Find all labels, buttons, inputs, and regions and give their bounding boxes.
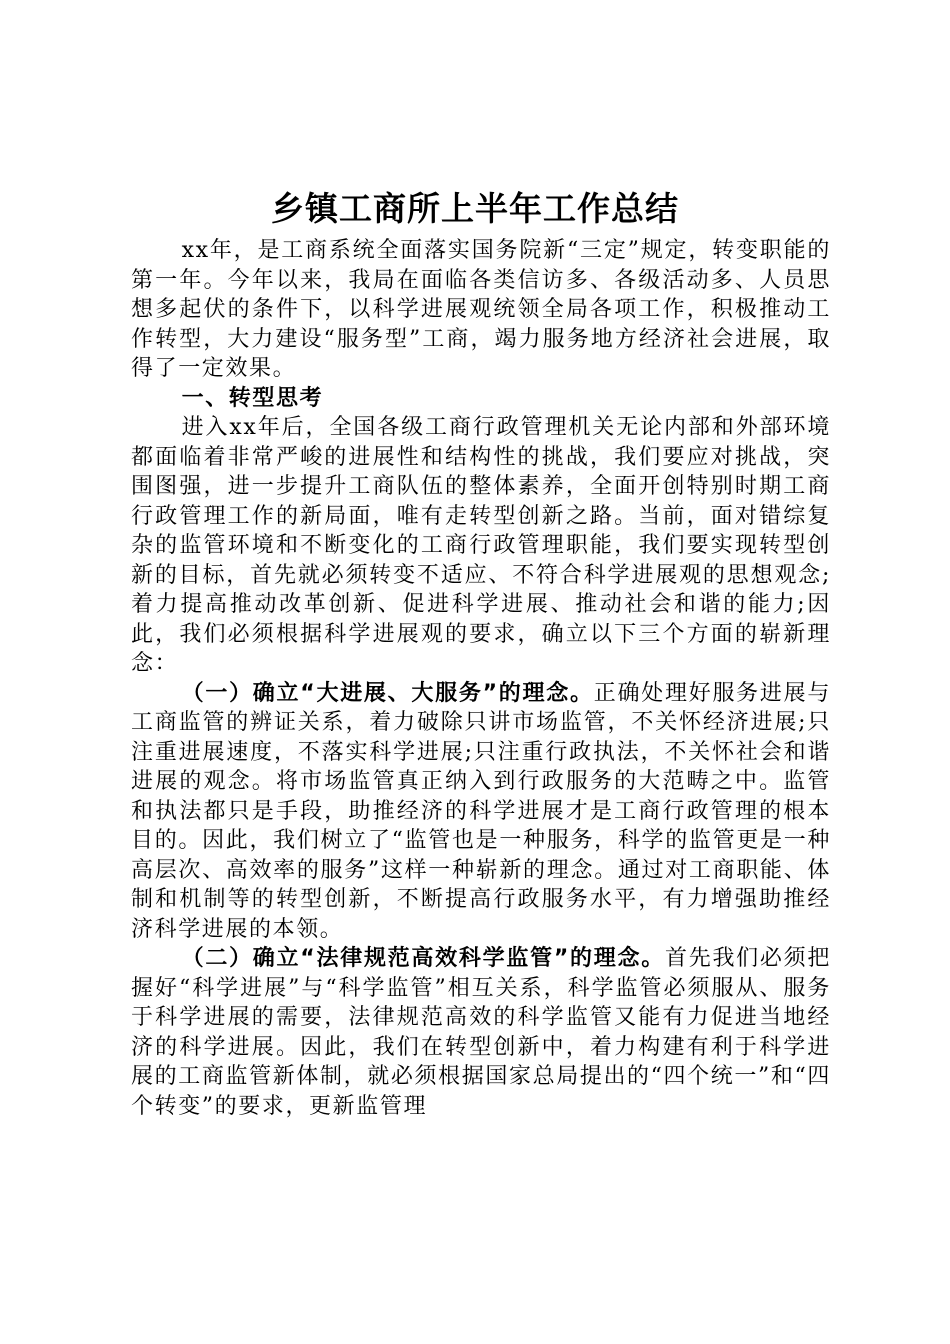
paragraph-intro (131, 236, 831, 384)
paragraph-transformation (131, 413, 831, 679)
document-body (131, 236, 831, 1121)
paragraph-concept-1 (131, 679, 831, 945)
concept-2-lead: （二）确立“法律规范高效科学监管”的理念。 (181, 946, 665, 971)
concept-1-text: 正确处理好服务进展与工商监管的辨证关系，着力破除只讲市场监管，不关怀经济进展;只注重进展速度，不落实科学进展;只注重行政执法，不关怀社会和谐进展的观念。将市场监管真正纳入到行政服务的大范畴之中。监管和执法都只是手段，助推经济的科学进展才是工商行政管理的根本目的。因此，我们树立了“监管也是一种服务，科学的监管更是一种高层次、高效率的服务”这样一种崭新的理念。通过对工商职能、体制和机制等的转型创新，不断提高行政服务水平，有力增强助推经济科学进展的本领。 (131, 680, 831, 942)
paragraph-transformation-text: 进入xx年后，全国各级工商行政管理机关无论内部和外部环境都面临着非常严峻的进展性和结构性的挑战，我们要应对挑战，突围图强，进一步提升工商队伍的整体素养，全面开创特别时期工商行政管理工作的新局面，唯有走转型创新之路。当前，面对错综复杂的监管环境和不断变化的工商行政管理职能，我们要实现转型创新的目标，首先就必须转变不适应、不符合科学进展观的思想观念;着力提高推动改革创新、促进科学进展、推动社会和谐的能力;因此，我们必须根据科学进展观的要求，确立以下三个方面的崭新理念： (131, 415, 831, 676)
concept-1-lead: （一）确立“大进展、大服务”的理念。 (181, 680, 594, 706)
concept-2-text: 首先我们必须把握好“科学进展”与“科学监管”相互关系，科学监管必须服从、服务于科学进展的需要，法律规范高效的科学监管又能有力促进当地经济的科学进展。因此，我们在转型创新中，着力构建有利于科学进展的工商监管新体制，就必须根据国家总局提出的“四个统一”和“四个转变”的要求，更新监管理 (131, 946, 831, 1119)
paragraph-intro-text: xx年，是工商系统全面落实国务院新“三定”规定，转变职能的第一年。今年以来，我局在面临各类信访多、各级活动多、人员思想多起伏的条件下，以科学进展观统领全局各项工作，积极推动工作转型，大力建设“服务型”工商，竭力服务地方经济社会进展，取得了一定效果。 (131, 238, 831, 381)
paragraph-concept-2 (131, 944, 831, 1121)
section-heading-text: 一、转型思考 (181, 385, 324, 411)
document-title: 乡镇工商所上半年工作总结 (271, 189, 679, 228)
section-heading-transformation (131, 384, 831, 414)
